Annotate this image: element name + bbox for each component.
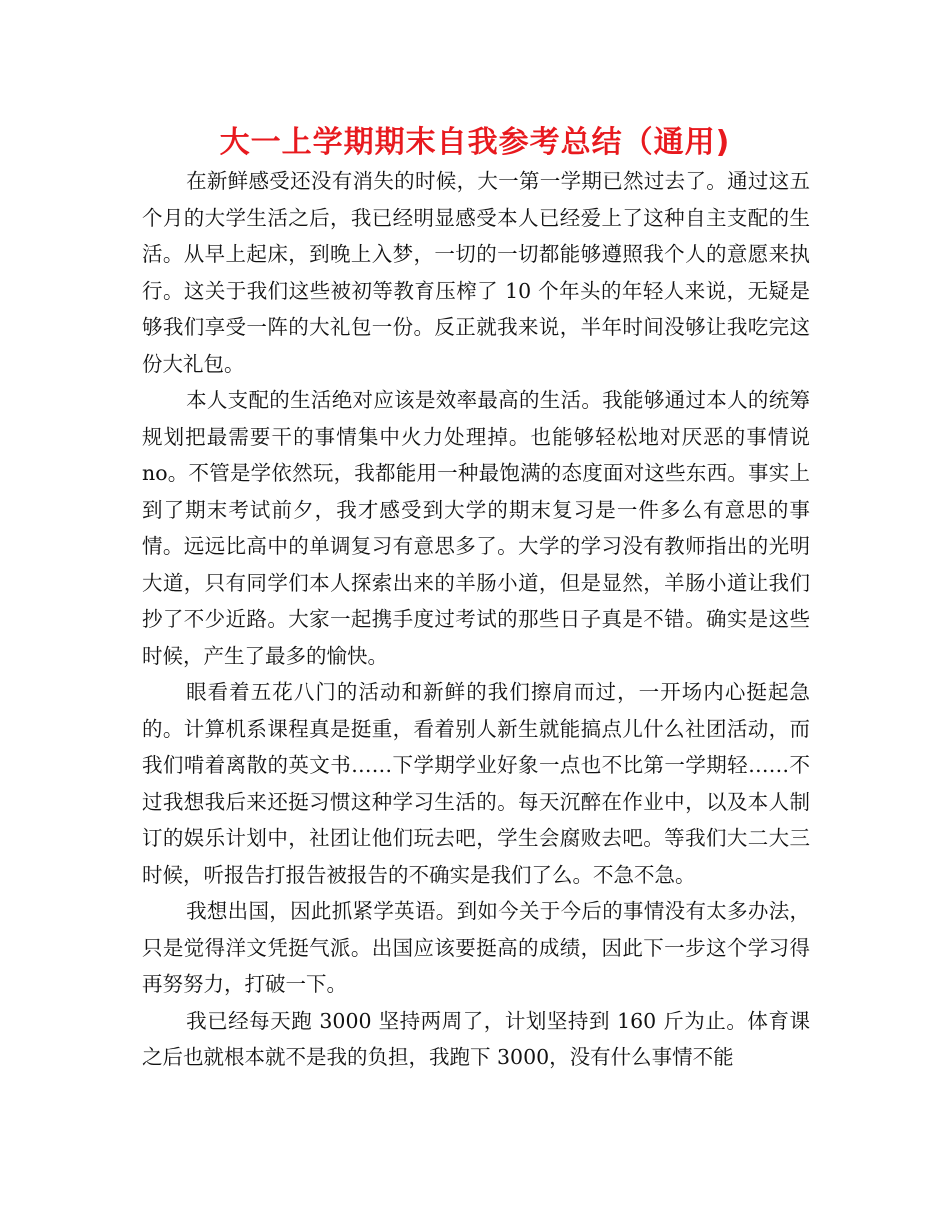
paragraph: 眼看着五花八门的活动和新鲜的我们擦肩而过，一开场内心挺起急的。计算机系课程真是挺重，看着别人新生就能搞点儿什么社团活动，而我们啃着离散的英文书……下学期学业好象一点也不比第一学期轻……不过我想我后来还挺习惯这种学习生活的。每天沉醉在作业中，以及本人制订的娱乐计划中，社团让他们玩去吧，学生会腐败去吧。等我们大二大三时候，听报告打报告被报告的不确实是我们了么。不急不急。 bbox=[142, 680, 810, 887]
document-title: 大一上学期期末自我参考总结（通用) bbox=[219, 125, 731, 160]
paragraph: 我已经每天跑 3000 坚持两周了，计划坚持到 160 斤为止。体育课之后也就根本就不是我的负担，我跑下 3000，没有什么事情不能 bbox=[142, 1008, 810, 1069]
paragraph: 我想出国，因此抓紧学英语。到如今关于今后的事情没有太多办法，只是觉得洋文凭挺气派。出国应该要挺高的成绩，因此下一步这个学习得再努努力，打破一下。 bbox=[142, 899, 810, 996]
document-body bbox=[142, 163, 810, 1076]
paragraph: 在新鲜感受还没有消失的时候，大一第一学期已然过去了。通过这五个月的大学生活之后，我已经明显感受本人已经爱上了这种自主支配的生活。从早上起床，到晚上入梦，一切的一切都能够遵照我个人的意愿来执行。这关于我们这些被初等教育压榨了 10 个年头的年轻人来说，无疑是够我们享受一阵的大礼包一份。反正就我来说，半年时间没够让我吃完这份大礼包。 bbox=[142, 169, 810, 376]
paragraph: 本人支配的生活绝对应该是效率最高的生活。我能够通过本人的统筹规划把最需要干的事情集中火力处理掉。也能够轻松地对厌恶的事情说 no。不管是学依然玩，我都能用一种最饱满的态度面对这些东西。事实上到了期末考试前夕，我才感受到大学的期末复习是一件多么有意思的事情。远远比高中的单调复习有意思多了。大学的学习没有教师指出的光明大道，只有同学们本人探索出来的羊肠小道，但是显然，羊肠小道让我们抄了不少近路。大家一起携手度过考试的那些日子真是不错。确实是这些时候，产生了最多的愉快。 bbox=[142, 388, 810, 668]
